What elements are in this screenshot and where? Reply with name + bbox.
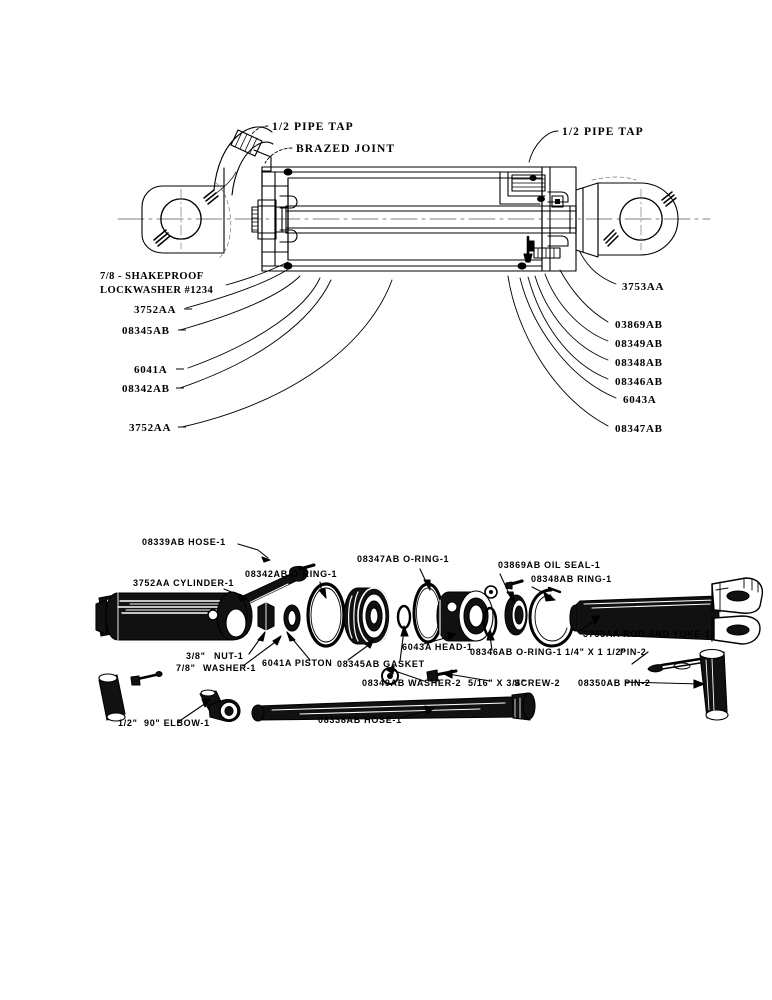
exploded-label-oilseal: 03869AB OIL SEAL-1 [498, 560, 601, 570]
exploded-label-gasket: 08345AB GASKET [337, 659, 425, 669]
callout-pipe-tap-left: 1/2 PIPE TAP [272, 121, 354, 133]
part-label-left-2: 6041A [134, 364, 168, 376]
part-label-right-4: 08346AB [615, 376, 663, 388]
exploded-label-washer-fraction: 7/8" [176, 663, 196, 673]
callout-pipe-tap-right: 1/2 PIPE TAP [562, 126, 644, 138]
shakeproof-note-line1: 7/8 - SHAKEPROOF [100, 271, 204, 282]
part-label-right-2: 08349AB [615, 338, 663, 350]
exploded-label-hose-lower: 08338AB HOSE-1 [318, 715, 402, 725]
exploded-label-elbow: 90" ELBOW-1 [144, 718, 210, 728]
exploded-label-hose-upper: 08339AB HOSE-1 [142, 537, 226, 547]
exploded-label-elbow-fraction: 1/2" [118, 718, 138, 728]
part-label-left-1: 08345AB [122, 325, 170, 337]
exploded-label-washer-08349: 08349AB WASHER-2 [362, 678, 462, 688]
exploded-label-cylinder: 3752AA CYLINDER-1 [133, 578, 235, 588]
exploded-label-nut: NUT-1 [214, 651, 244, 661]
exploded-label-screw-fraction: 5/16" X 3/4" [468, 678, 526, 688]
part-label-left-4: 3752AA [129, 422, 172, 434]
exploded-label-rodyoke: 3753AA ROD AND YOKE-1 [583, 629, 711, 639]
exploded-label-washer-small: WASHER-1 [203, 663, 257, 673]
part-label-right-1: 03869AB [615, 319, 663, 331]
part-label-right-3: 08348AB [615, 357, 663, 369]
exploded-label-screw: SCREW-2 [514, 678, 561, 688]
exploded-label-pin-quarter: PIN-2 [620, 647, 647, 657]
exploded-label-pin-quarter-fraction: 1/4" X 1 1/2" [565, 647, 627, 657]
exploded-label-oring-08346: 08346AB O-RING-1 [470, 647, 563, 657]
exploded-label-nut-fraction: 3/8" [186, 651, 206, 661]
part-label-left-0: 3752AA [134, 304, 177, 316]
exploded-label-piston: 6041A PISTON [262, 658, 333, 668]
part-label-right-5: 6043A [623, 394, 657, 406]
part-label-right-0: 3753AA [622, 281, 665, 293]
part-label-left-3: 08342AB [122, 383, 170, 395]
exploded-label-head: 6043A HEAD-1 [402, 642, 473, 652]
exploded-label-ring-08348: 08348AB RING-1 [531, 574, 612, 584]
exploded-label-oring-08347: 08347AB O-RING-1 [357, 554, 450, 564]
exploded-label-oring-08342: 08342AB O-RING-1 [245, 569, 338, 579]
exploded-label-pin-08350: 08350AB PIN-2 [578, 678, 651, 688]
part-label-right-6: 08347AB [615, 423, 663, 435]
shakeproof-note-line2: LOCKWASHER #1234 [100, 285, 214, 296]
callout-brazed-joint: BRAZED JOINT [296, 143, 396, 155]
